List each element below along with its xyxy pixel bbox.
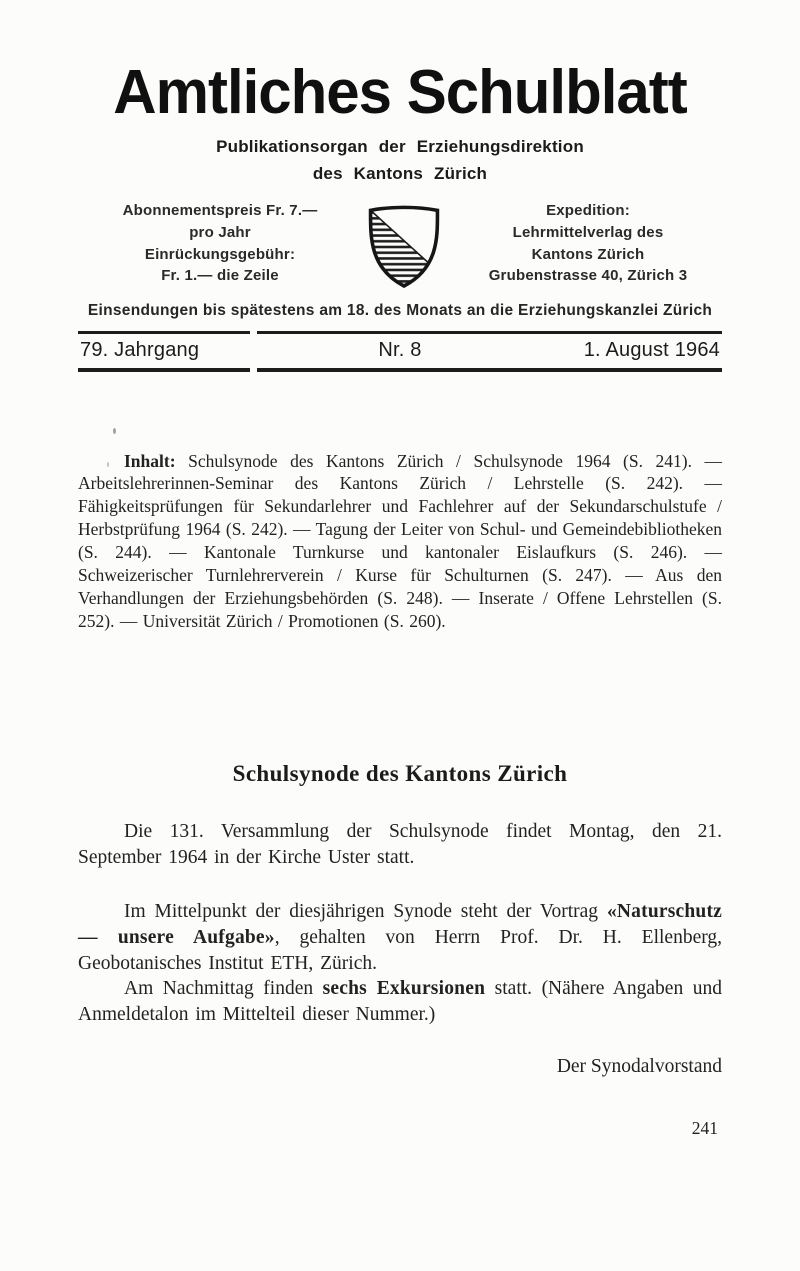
page-number: 241 — [691, 1118, 718, 1139]
paragraph-2-lead: Im Mittelpunkt der diesjährigen Synode steht der Vortrag — [124, 900, 607, 922]
subscription-price-line: Abonnementspreis Fr. 7.— — [122, 202, 318, 219]
expedition-canton-line: Kantons Zürich — [531, 245, 645, 263]
scan-speck — [113, 428, 116, 434]
zurich-coat-of-arms-icon — [359, 200, 449, 290]
expedition-info-block — [464, 200, 712, 287]
table-of-contents — [78, 450, 722, 633]
article-signature: Der Synodalvorstand — [556, 1056, 722, 1078]
scan-speck — [107, 462, 109, 467]
article-heading: Schulsynode des Kantons Zürich — [232, 760, 568, 786]
paragraph-3-lead: Am Nachmittag finden — [124, 978, 323, 1000]
article-paragraph-3 — [78, 976, 722, 1028]
expedition-address-line: Grubenstrasse 40, Zürich 3 — [488, 267, 688, 285]
insertion-fee-label: Einrückungsgebühr: — [144, 245, 296, 263]
gazette-subtitle-line1: Publikationsorgan der Erziehungsdirektion — [216, 137, 584, 156]
volume-label: 79. Jahrgang — [80, 338, 200, 361]
issue-info-row — [78, 334, 722, 368]
issue-date-label: 1. August 1964 — [583, 338, 720, 361]
subscription-period-line: pro Jahr — [189, 223, 251, 241]
paragraph-3-emphasis: sechs Exkursionen — [322, 978, 486, 1000]
paragraph-3-tail: statt. (Nähere Angaben und Anmeldetalon im Mittelteil dieser Nummer.) — [78, 978, 722, 1026]
article-paragraph-2 — [78, 899, 722, 977]
article-paragraph-1: Die 131. Versammlung der Schulsynode findet Montag, den 21. September 1964 in der Kirche Uster statt. — [78, 820, 722, 868]
paragraph-2-tail: , gehalten von Herrn Prof. Dr. H. Ellenberg, Geobotanisches Institut ETH, Zürich. — [78, 926, 723, 974]
insertion-fee-value: Fr. 1.— die Zeile — [161, 267, 279, 285]
issue-number-label: Nr. 8 — [378, 338, 422, 361]
contents-body: Schulsynode des Kantons Zürich / Schulsynode 1964 (S. 241). — Arbeitslehrerinnen-Seminar des Kantons Zürich / Lehrstelle (S. 242). — Fähigkeitsprüfungen für Sekundarlehrer und Fachlehrer auf der Sekundarschulstufe / Herbstprüfung 1964 (S. 242). — Tagung der Leiter von Schul- und Gemeindebibliotheken (S. 244). — Kantonale Turnkurse und kantonaler Eislaufkurs (S. 246). — Schweizerischer Turnlehrerverein / Kurse für Schulturnen (S. 247). — Aus den Verhandlungen der Erziehungsbehörden (S. 248). — Inserate / Offene Lehrstellen (S. 252). — Universität Zürich / Promotionen (S. 260). — [78, 450, 722, 631]
masthead-info-row — [96, 200, 712, 290]
gazette-title: Amtliches Schulblatt — [113, 56, 687, 127]
expedition-publisher-line: Lehrmittelverlag des — [512, 223, 664, 241]
expedition-label: Expedition: — [546, 202, 630, 219]
scanned-gazette-page — [0, 56, 800, 1271]
bottom-rule — [78, 368, 722, 372]
contents-label: Inhalt: — [124, 450, 176, 471]
issue-bar — [78, 331, 722, 372]
paragraph-2-emphasis: «Naturschutz — unsere Aufgabe» — [78, 900, 722, 948]
subscription-info-block — [96, 200, 344, 287]
submission-deadline-note: Einsendungen bis spätestens am 18. des Monats an die Erziehungskanzlei Zürich — [87, 302, 713, 319]
gazette-subtitle-line2: des Kantons Zürich — [312, 164, 488, 183]
